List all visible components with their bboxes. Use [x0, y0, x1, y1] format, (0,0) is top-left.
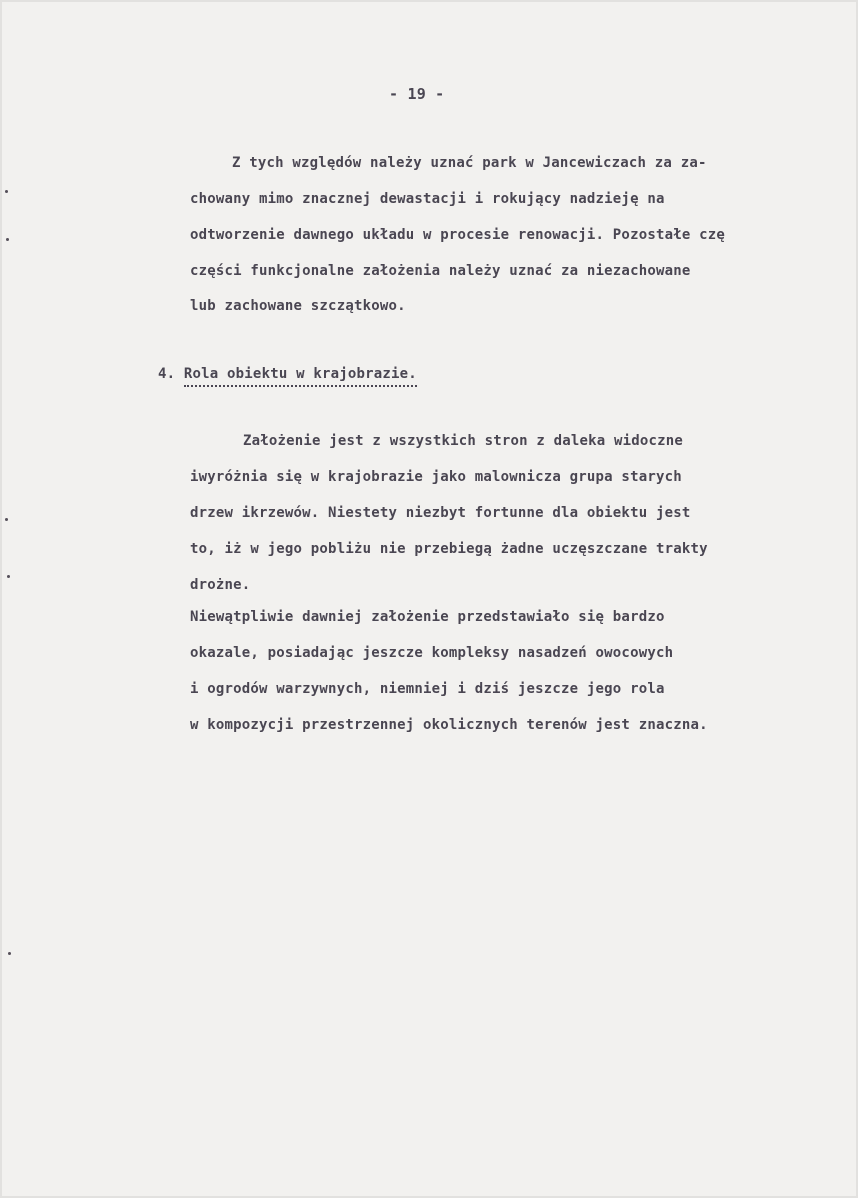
paragraph-line: drożne. — [190, 577, 251, 593]
page-number: - 19 - — [389, 85, 445, 103]
section-heading — [158, 366, 417, 387]
paragraph-line: Założenie jest z wszystkich stron z daleka widoczne — [243, 433, 684, 449]
paragraph-line: odtworzenie dawnego układu w procesie renowacji. Pozostałe czę — [190, 227, 725, 243]
paragraph-line: części funkcjonalne założenia należy uznać za niezachowane — [190, 263, 691, 279]
section-number: 4. — [158, 366, 176, 382]
margin-mark — [8, 952, 11, 955]
paragraph-line: chowany mimo znacznej dewastacji i rokujący nadzieję na — [190, 191, 665, 207]
paragraph-line: to, iż w jego pobliżu nie przebiegą żadne uczęszczane trakty — [190, 541, 708, 557]
paragraph-line: Niewątpliwie dawniej założenie przedstawiało się bardzo — [190, 609, 665, 625]
paragraph-line: Z tych względów należy uznać park w Jancewiczach za za- — [232, 155, 707, 171]
margin-mark — [5, 190, 8, 193]
margin-mark — [5, 518, 8, 521]
paragraph-line: drzew ikrzewów. Niestety niezbyt fortunne dla obiektu jest — [190, 505, 691, 521]
paragraph-line: w kompozycji przestrzennej okolicznych terenów jest znaczna. — [190, 717, 708, 733]
paragraph-line: lub zachowane szczątkowo. — [190, 298, 406, 314]
section-title: Rola obiektu w krajobrazie. — [184, 366, 417, 387]
margin-mark — [7, 575, 10, 578]
paragraph-line: okazale, posiadając jeszcze kompleksy nasadzeń owocowych — [190, 645, 674, 661]
margin-mark — [6, 238, 9, 241]
paragraph-line: iwyróżnia się w krajobrazie jako malownicza grupa starych — [190, 469, 682, 485]
paragraph-line: i ogrodów warzywnych, niemniej i dziś jeszcze jego rola — [190, 681, 665, 697]
